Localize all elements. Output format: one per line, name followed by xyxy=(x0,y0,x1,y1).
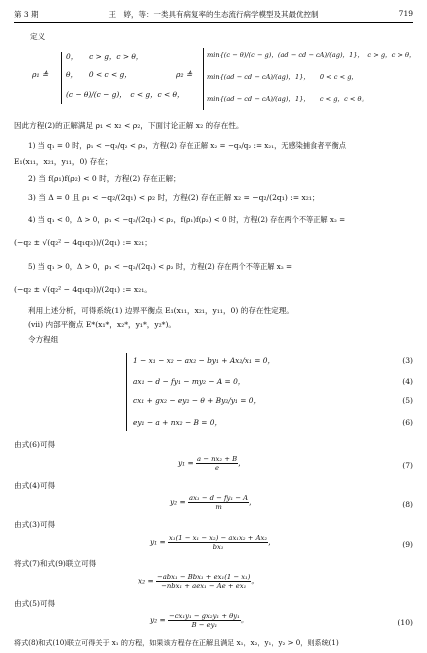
rho2-case-2: min{(ad − cd − cA)/(ag)，1}， 0 < c < g， xyxy=(207,73,359,81)
system-eq-6: ey₁ − a + nx₂ − B = 0， xyxy=(133,418,222,427)
eq-9: y₁ = $\frac{\text{x₁(1 − x₁ − x₂) − ax₁x₂ + Ax₂}}{\text{bx₁}}$ ， xyxy=(150,534,276,551)
case-5-cont: (−q₂ ± √(q₂² − 4q₁q₃))/(2q₁) := x₂₁。 xyxy=(14,285,152,294)
eq-8-fraction xyxy=(188,494,249,511)
eq-9-numerator: x₁(1 − x₁ − x₂) − ax₁x₂ + Ax₂ xyxy=(169,534,268,542)
from-eq7-9: 将式(7)和式(9)联立可得 xyxy=(14,559,97,568)
eq-10-lhs: y₂ = xyxy=(150,615,166,625)
paragraph-system-intro: 令方程组 xyxy=(28,335,59,344)
paragraph-bounds: 因此方程(2)的正解满足 ρ₁ < x₂ < ρ₂，下面讨论正解 x₂ 的存在性。 xyxy=(14,121,244,130)
case-3: 3) 当 Δ = 0 且 ρ₁ < −q₂/(2q₁) < ρ₂ 时，方程(2) 存在正解 x₂ = −q₂/(2q₁) := x₂₁； xyxy=(28,193,320,202)
from-eq5: 由式(5)可得 xyxy=(14,599,56,608)
eq-tag-7: (7) xyxy=(402,461,413,470)
eq-7-numerator: a − nx₂ + B xyxy=(197,455,238,463)
define-label: 定义 xyxy=(30,32,46,41)
paragraph-theorem: 利用上述分析，可得系统(1) 边界平衡点 E₁(x₁₁，x₂₁，y₁₁，0) 的存在性定理。 xyxy=(28,306,294,315)
eq-7: y₁ = $\frac{\text{a − nx₂ + B}}{e}$ ， xyxy=(178,455,246,472)
running-title: 王 婷，等：一类具有病复率的生态流行病学模型及其最优控制 xyxy=(108,10,319,19)
case-1-cont: E₁(x₁₁，x₂₁，y₁₁，0) 存在； xyxy=(14,157,113,166)
case-4-cont: (−q₂ ± √(q₂² − 4q₁q₃))/(2q₁) := x₂₁； xyxy=(14,238,152,247)
rho2-symbol: ρ₂ ≜ xyxy=(176,70,193,79)
running-header xyxy=(14,9,413,21)
paragraph-last: 将式(8)和式(10)联立可得关于 x₁ 的方程，如果该方程存在正解且满足 x₁，x₂，y₁，y₂ > 0，则系统(1) xyxy=(14,638,339,647)
eq-x2-fraction xyxy=(156,573,251,590)
eq-tag-6: (6) xyxy=(402,418,413,427)
eq-10-fraction xyxy=(168,612,241,629)
eq-x2: x₂ = $\frac{\text{−abx₁ − Bbx₁ + ex₁(1 − x₁)}}{\text{−nbx₁ + aex₁ − Ae + ex₁}}$ 。 xyxy=(138,573,259,590)
system-eq-3: 1 − x₁ − x₂ − ax₂ − by₁ + Ax₂/x₁ = 0， xyxy=(133,356,275,365)
rho1-case-2: θ， 0 < c < g， xyxy=(66,70,132,79)
eq-9-denominator: bx₁ xyxy=(212,543,224,551)
rho2-case-1: min{(c − θ)/(c − g)，(ad − cd − cA)/(ag)，1}， c > g，c > θ， xyxy=(207,51,416,59)
eq-8-numerator: ax₁ − d − fy₁ − A xyxy=(189,494,249,502)
eq-9-fraction xyxy=(168,534,268,551)
case-1: 1) 当 q₁ = 0 时，ρ₁ < −q₃/q₂ < ρ₂，方程(2) 存在正解 x₂ = −q₃/q₂ := x₂₁，无感染捕食者平衡点 xyxy=(28,141,346,150)
rho1-symbol: ρ₁ ≜ xyxy=(32,70,49,79)
eq-tag-4: (4) xyxy=(402,377,413,386)
eq-7-fraction xyxy=(196,455,238,472)
system-eq-5: cx₁ + gx₂ − ey₂ − θ + By₂/y₁ = 0， xyxy=(133,396,261,405)
eq-10: y₂ = $\frac{\text{−cx₁y₁ − gx₂y₁ + θy₁}}{\text{B − ey₁}}$ 。 xyxy=(150,612,249,629)
eq-x2-numerator: −abx₁ − Bbx₁ + ex₁(1 − x₁) xyxy=(157,573,251,581)
system-brace xyxy=(126,353,127,431)
eq-8: y₂ = $\frac{\text{ax₁ − d − fy₁ − A}}{m}$ ， xyxy=(170,494,257,511)
eq-tag-9: (9) xyxy=(402,540,413,549)
from-eq6: 由式(6)可得 xyxy=(14,440,56,449)
from-eq3: 由式(3)可得 xyxy=(14,520,56,529)
eq-8-lhs: y₂ = xyxy=(170,497,186,507)
eq-9-lhs: y₁ = xyxy=(150,537,166,547)
eq-7-lhs: y₁ = xyxy=(178,458,194,468)
case-5: 5) 当 q₁ > 0，Δ > 0，ρ₁ < −q₂/(2q₁) < ρ₂ 时，方程(2) 存在两个不等正解 x₂ = xyxy=(28,262,293,271)
eq-tag-5: (5) xyxy=(402,396,413,405)
eq-10-denominator: B − ey₁ xyxy=(191,621,218,629)
rho1-case-1: 0， c > g，c > θ， xyxy=(66,52,144,61)
rho2-brace xyxy=(203,48,204,110)
rho1-brace xyxy=(61,52,62,104)
eq-x2-lhs: x₂ = xyxy=(138,576,154,586)
eq-tag-3: (3) xyxy=(402,356,413,365)
case-4: 4) 当 q₁ < 0，Δ > 0，ρ₁ < −q₂/(2q₁) < ρ₂，f(ρ₁)f(ρ₂) < 0 时，方程(2) 存在两个不等正解 x₂ = xyxy=(28,215,346,224)
case-2: 2) 当 f(ρ₁)f(ρ₂) < 0 时，方程(2) 存在正解； xyxy=(28,174,181,183)
header-rule xyxy=(14,22,413,23)
from-eq4: 由式(4)可得 xyxy=(14,481,56,490)
system-eq-4: ax₁ − d − fy₁ − my₂ − A = 0， xyxy=(133,377,246,386)
issue-number: 第 3 期 xyxy=(14,10,39,19)
rho1-case-3: (c − θ)/(c − g)， c < g，c < θ， xyxy=(66,90,185,99)
eq-x2-denominator: −nbx₁ + aex₁ − Ae + ex₁ xyxy=(161,582,247,590)
eq-tag-8: (8) xyxy=(402,500,413,509)
rho2-case-3: min{(ad − cd − cA)/(ag)，1}， c < g，c < θ。 xyxy=(207,95,369,103)
eq-tag-10: (10) xyxy=(397,618,413,627)
eq-10-numerator: −cx₁y₁ − gx₂y₁ + θy₁ xyxy=(169,612,240,620)
eq-7-denominator: e xyxy=(215,464,220,472)
eq-8-denominator: m xyxy=(215,503,222,511)
page-number: 719 xyxy=(398,9,413,18)
paragraph-interior: (vii) 内部平衡点 E*(x₁*，x₂*，y₁*，y₂*)。 xyxy=(28,320,177,329)
